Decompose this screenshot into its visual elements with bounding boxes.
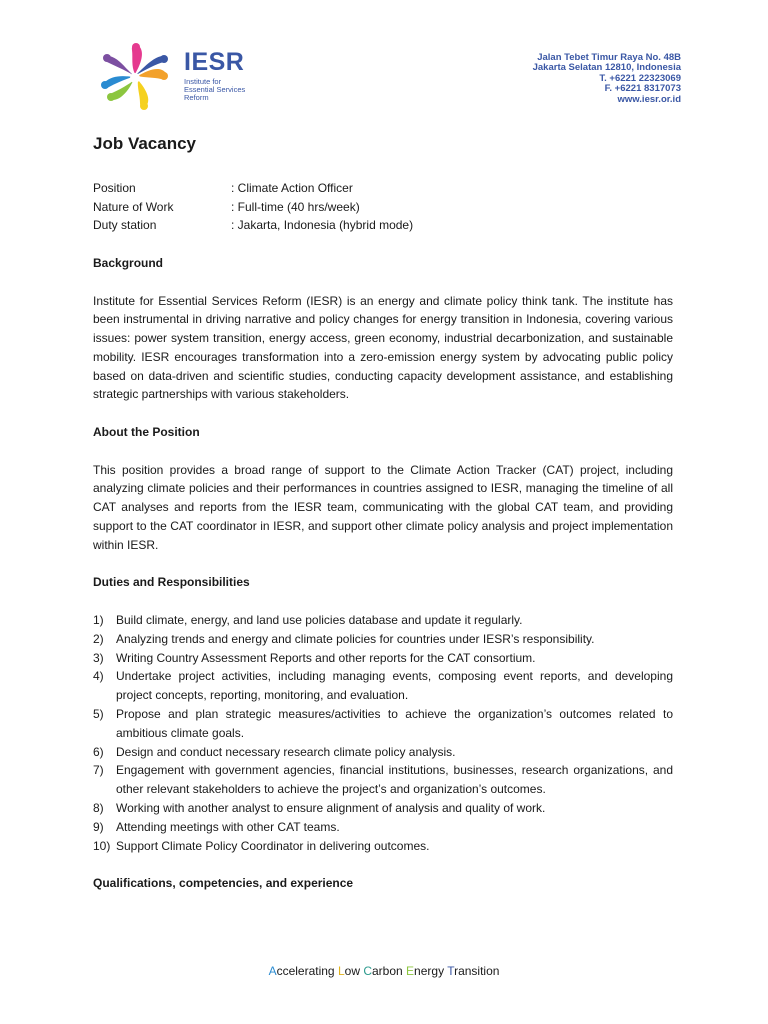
address-street: Jalan Tebet Timur Raya No. 48B — [537, 52, 681, 63]
tagline-initial: C — [363, 964, 372, 978]
tagline-initial: A — [268, 964, 277, 978]
list-number: 5) — [93, 707, 104, 722]
meta-row-nature — [93, 198, 673, 217]
list-text: Build climate, energy, and land use policies database and update it regularly. — [116, 613, 523, 628]
list-number: 10) — [93, 838, 111, 853]
duties-heading: Duties and Responsibilities — [93, 575, 250, 590]
footer-tagline — [0, 964, 768, 978]
list-item — [93, 743, 673, 762]
list-number: 9) — [93, 819, 104, 834]
list-item — [93, 837, 673, 856]
tagline-word: ow — [344, 964, 364, 978]
tagline-word: nergy — [414, 964, 448, 978]
meta-label: Nature of Work — [93, 199, 174, 214]
list-text: Analyzing trends and energy and climate policies for countries under IESR’s responsibility. — [116, 631, 595, 646]
meta-value: : Jakarta, Indonesia (hybrid mode) — [231, 218, 414, 233]
tagline-initial: T — [447, 964, 455, 978]
list-number: 4) — [93, 669, 104, 684]
duties-list — [93, 611, 673, 855]
meta-row-duty-station — [93, 216, 673, 235]
tagline-word: arbon — [372, 964, 407, 978]
brand-sub-line: Reform — [184, 93, 209, 102]
document-body — [93, 133, 673, 893]
page-title: Job Vacancy — [93, 134, 197, 153]
list-text: Support Climate Policy Coordinator in delivering outcomes. — [116, 838, 430, 853]
list-number: 6) — [93, 744, 104, 759]
meta-label: Duty station — [93, 218, 157, 233]
brand-block — [184, 50, 245, 102]
meta-value: : Full-time (40 hrs/week) — [231, 199, 360, 214]
list-text: Design and conduct necessary research climate policy analysis. — [116, 744, 456, 759]
address-fax: F. +6221 8317073 — [604, 83, 681, 95]
list-item — [93, 761, 673, 799]
meta-row-position — [93, 179, 673, 198]
position-heading: About the Position — [93, 425, 200, 440]
position-paragraph: This position provides a broad range of support to the Climate Action Tracker (CAT) project, including analyzing climate policies and their performances in countries assigned to IESR, managing the timeline of all CAT analyses and reports from the IESR team, communicating with the global CAT team, and providing support to the CAT coordinator in IESR, and support other climate policy analysis and project implementation within IESR. — [93, 462, 673, 552]
list-number: 2) — [93, 631, 104, 646]
brand-sub-line: Essential Services — [184, 85, 246, 94]
list-number: 1) — [93, 613, 104, 628]
list-text: Undertake project activities, including managing events, composing event reports, and developing project concepts, reporting, monitoring, and evaluation. — [116, 669, 673, 703]
tagline-initial: E — [406, 964, 415, 978]
address-website: www.iesr.or.id — [617, 93, 681, 105]
list-text: Writing Country Assessment Reports and other reports for the CAT consortium. — [116, 650, 536, 665]
background-paragraph: Institute for Essential Services Reform (IESR) is an energy and climate policy think tank. The institute has been instrumental in driving narrative and policy changes for energy transition in Indonesia, covering various issues: power system transition, energy access, green economy, industrial decarbonization, and sustainable mobility. IESR encourages transformation into a zero-emission energy system by advocating public policy based on data-driven and scientific studies, conducting capacity development assistance, and establishing strategic partnerships with various stakeholders. — [93, 293, 673, 402]
qualifications-heading: Qualifications, competencies, and experience — [93, 876, 354, 891]
brand-sub-line: Institute for — [184, 77, 222, 86]
background-heading: Background — [93, 255, 164, 270]
meta-value: : Climate Action Officer — [231, 181, 353, 195]
list-item — [93, 799, 673, 818]
tagline-word: ccelerating — [276, 964, 338, 978]
list-number: 7) — [93, 763, 104, 778]
list-item — [93, 649, 673, 668]
tagline-word: ransition — [454, 964, 500, 978]
iesr-logo-icon — [94, 42, 176, 114]
list-item — [93, 705, 673, 743]
list-text: Attending meetings with other CAT teams. — [116, 819, 340, 834]
address-phone: T. +6221 22323069 — [599, 72, 681, 84]
address-block — [533, 53, 681, 105]
list-item — [93, 667, 673, 705]
brand-name: IESR — [184, 48, 245, 76]
meta-label: Position — [93, 181, 136, 195]
list-number: 3) — [93, 650, 104, 665]
list-item — [93, 611, 673, 630]
list-text: Engagement with government agencies, financial institutions, businesses, research organizations, and other relevant stakeholders to achieve the project’s and organization’s outcomes. — [116, 763, 673, 797]
address-city: Jakarta Selatan 12810, Indonesia — [532, 62, 681, 74]
tagline-initial: L — [337, 964, 345, 978]
list-item — [93, 630, 673, 649]
list-text: Working with another analyst to ensure alignment of analysis and quality of work. — [116, 801, 546, 816]
list-item — [93, 818, 673, 837]
list-number: 8) — [93, 801, 104, 816]
list-text: Propose and plan strategic measures/activities to achieve the organization’s outcomes related to ambitious climate goals. — [116, 707, 673, 740]
